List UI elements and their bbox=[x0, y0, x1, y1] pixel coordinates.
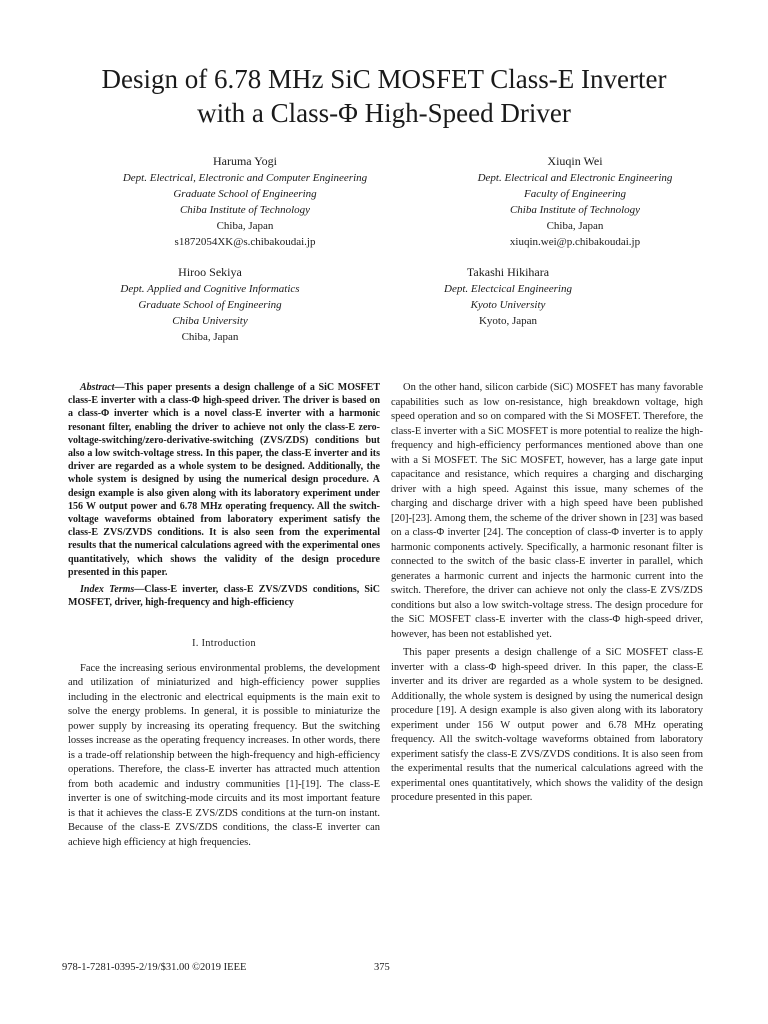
author-name: Hiroo Sekiya bbox=[178, 265, 242, 279]
author-institution: Chiba Institute of Technology bbox=[179, 204, 311, 216]
title-line-1: Design of 6.78 MHz SiC MOSFET Class-E Inverter bbox=[101, 64, 667, 94]
abstract bbox=[68, 381, 380, 579]
right-column bbox=[391, 381, 703, 810]
page-number: 375 bbox=[374, 962, 390, 973]
index-terms bbox=[68, 583, 380, 609]
abstract-text: —This paper presents a design challenge of a SiC MOSFET class-E inverter with a class-Φ high-speed driver. The driver is based on a class-Φ inverter which is a novel class-E inverter with a harmonic resonant filter, enabling the driver to achieve not only the class-E zero-voltage-switching/zero-derivative-switching (ZVS/ZDS) conditions but also a low switch-voltage stress. In this paper, the class-E inverter and its driver are regarded as a whole system to be designed. Additionally, the whole system is designed by using the numerical design procedure. A design example is also given along with its laboratory experiment under 156 W output power and 6.78 MHz operating frequency. All the switch-voltage waveforms obtained from laboratory experiment satisfy the class-E ZVS/ZVDS conditions. It is also seen from the experimental results that the numerical calculations agreed with the experimental ones quantitatively, which shows the validity of the design procedure presented in this paper. bbox=[68, 382, 380, 578]
author-name: Haruma Yogi bbox=[212, 154, 277, 168]
author-location: Kyoto, Japan bbox=[478, 315, 538, 327]
author-block-2 bbox=[430, 152, 720, 250]
left-column bbox=[68, 381, 380, 854]
author-location: Chiba, Japan bbox=[216, 220, 274, 232]
author-institution: Chiba University bbox=[172, 315, 248, 327]
section-heading: I. Introduction bbox=[192, 638, 256, 650]
author-block-3 bbox=[80, 263, 340, 345]
author-location: Chiba, Japan bbox=[181, 331, 239, 343]
author-institution: Chiba Institute of Technology bbox=[509, 204, 641, 216]
author-location: Chiba, Japan bbox=[546, 220, 604, 232]
author-name: Takashi Hikihara bbox=[466, 265, 550, 279]
author-email[interactable]: s1872054XK@s.chibakoudai.jp bbox=[174, 236, 316, 248]
author-block-4 bbox=[398, 263, 618, 329]
author-school: Faculty of Engineering bbox=[523, 188, 627, 200]
intro-paragraph-2: On the other hand, silicon carbide (SiC) MOSFET has many favorable capabilities such as low on-resistance, high breakdown voltage, high speed operation and so on compared with the Si MOSFET. Therefore, the class-E inverter with a SiC MOSFET is more potential to realize the high-frequency and high-efficiency performances mentioned above than one with a Si MOSFET. The SiC MOSFET, however, has a large gate input capacitance and resistance, which requires a charging and discharging driver with a high speed. Against this issue, many schemes of the charging and discharge driver with a high speed have been published [20]-[23]. Among them, the scheme of the driver shown in [23] was based on a class-Φ inverter [24]. The conception of class-Φ inverter is to apply harmonic components actively. Specifically, a harmonic resonant filter is connected to the switch of the basic class-E inverter in parallel, which generates a harmonic current and injects the harmonic current into the switch. Therefore, the driver can achieve not only the class-E ZVS/ZDS conditions but also a low switch-voltage stress. The design procedure for the SiC MOSFET class-E inverter with the class-Φ high-speed driver, however, has been not established yet. bbox=[391, 382, 703, 640]
title-line-2: with a Class-Φ High-Speed Driver bbox=[197, 98, 571, 128]
author-institution: Kyoto University bbox=[470, 299, 546, 311]
copyright-notice: 978-1-7281-0395-2/19/$31.00 ©2019 IEEE bbox=[62, 962, 247, 973]
intro-paragraph-1: Face the increasing serious environmental problems, the development and utilization of miniaturized and high-efficiency power supplies including in the electronic and electrical equipments is the main exit to solve the energy problems. In general, it is possible to miniaturize the power supply by increasing its operating frequency. But the switching losses increase as the operating frequency increases. In other words, there is a trade-off relationship between the high-frequency and high-efficiency operations. Therefore, the class-E inverter has attracted much attention from both academic and industry communities [1]-[19]. The class-E inverter is one of switching-mode circuits and its most important feature is that it achieves the class-E ZVS/ZDS conditions at the turn-on instant. Because of the class-E ZVS/ZDS conditions, the class-E inverter can achieve high efficiency at high frequencies. bbox=[68, 662, 380, 848]
index-terms-label: Index Terms bbox=[80, 584, 135, 596]
paper-title bbox=[40, 62, 728, 130]
author-school: Graduate School of Engineering bbox=[173, 188, 317, 200]
author-dept: Dept. Applied and Cognitive Informatics bbox=[120, 283, 300, 295]
author-block-1 bbox=[80, 152, 410, 250]
index-terms-text: —Class-E inverter, class-E ZVS/ZVDS conditions, SiC MOSFET, driver, high-frequency and high-efficiency bbox=[68, 584, 380, 609]
author-dept: Dept. Electrical and Electronic Engineering bbox=[477, 172, 673, 184]
author-dept: Dept. Electrical, Electronic and Computer Engineering bbox=[122, 172, 368, 184]
author-name: Xiuqin Wei bbox=[547, 154, 603, 168]
abstract-label: Abstract bbox=[80, 382, 115, 393]
author-school: Graduate School of Engineering bbox=[138, 299, 282, 311]
author-email[interactable]: xiuqin.wei@p.chibakoudai.jp bbox=[509, 236, 641, 248]
intro-paragraph-3: This paper presents a design challenge of a SiC MOSFET class-E inverter with a class-Φ high-speed driver. In this paper, the class-E inverter and its driver are regarded as a whole system to be designed. Additionally, the whole system is designed by using the numerical design procedure [19]. A design example is also given along with its laboratory experiment under 156 W output power and 6.78 MHz operating frequency. All the switch-voltage waveforms obtained from laboratory experiment satisfy the class-E ZVS/ZVDS conditions. It is also seen from the experimental results that the numerical calculations agreed with the experimental ones quantitatively, which shows the validity of the design procedure presented in this paper. bbox=[391, 647, 703, 803]
author-dept: Dept. Electcical Engineering bbox=[444, 283, 572, 295]
